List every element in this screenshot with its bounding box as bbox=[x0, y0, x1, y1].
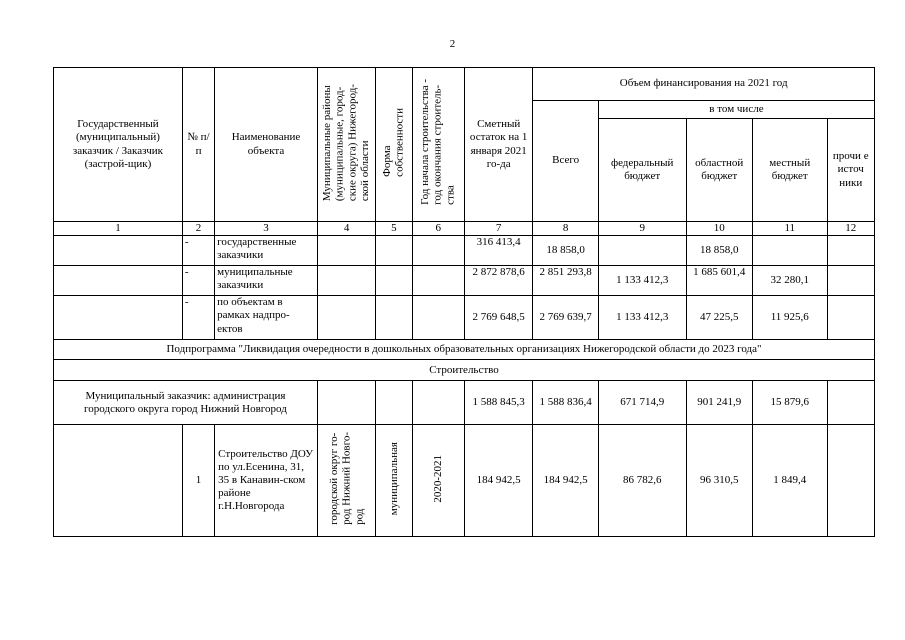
header-years bbox=[412, 68, 464, 222]
financing-table bbox=[53, 67, 875, 537]
row-local: 32 280,1 bbox=[752, 266, 827, 296]
header-ownership bbox=[376, 68, 412, 222]
header-regional: областной бюджет bbox=[686, 119, 752, 222]
customer-regional: 901 241,9 bbox=[686, 381, 752, 425]
row-num: - bbox=[182, 236, 214, 266]
object-district bbox=[317, 425, 375, 537]
row-regional: 1 685 601,4 bbox=[686, 266, 752, 296]
col-number: 10 bbox=[686, 222, 752, 236]
row-total: 18 858,0 bbox=[533, 236, 598, 266]
row-regional: 18 858,0 bbox=[686, 236, 752, 266]
row-remainder: 2 769 648,5 bbox=[464, 296, 532, 340]
col-number: 6 bbox=[412, 222, 464, 236]
header-districts-line-2: (муниципальные, город- bbox=[333, 86, 346, 201]
object-district-line-1: городской округ го- bbox=[327, 432, 340, 526]
page-number: 2 bbox=[449, 38, 456, 50]
col-number: 1 bbox=[54, 222, 183, 236]
object-regional: 96 310,5 bbox=[686, 425, 752, 537]
col-number: 2 bbox=[182, 222, 214, 236]
header-years-line-3: ства bbox=[444, 185, 457, 206]
subprogram-row bbox=[54, 340, 875, 360]
object-name: Строительство ДОУ по ул.Есенина, 31, 35 в Канавин-ском районе г.Н.Новгорода bbox=[215, 425, 318, 537]
header-row-1 bbox=[54, 68, 875, 101]
row-regional: 47 225,5 bbox=[686, 296, 752, 340]
object-total: 184 942,5 bbox=[533, 425, 598, 537]
header-customer: Государственный (муниципальный) заказчик / Заказчик (застрой-щик) bbox=[54, 68, 183, 222]
subprogram-title: Подпрограмма "Ликвидация очередности в дошкольных образовательных организациях Нижегородской области до 2023 года" bbox=[54, 340, 875, 360]
object-years bbox=[412, 425, 464, 537]
column-numbers-row bbox=[54, 222, 875, 236]
object-row bbox=[54, 425, 875, 537]
col-number: 4 bbox=[317, 222, 375, 236]
header-districts-line-4: ской области bbox=[359, 140, 372, 201]
row-local: 11 925,6 bbox=[752, 296, 827, 340]
object-other bbox=[827, 425, 875, 537]
col-number: 7 bbox=[464, 222, 532, 236]
row-other bbox=[827, 296, 875, 340]
table-row bbox=[54, 236, 875, 266]
customer-other bbox=[827, 381, 875, 425]
header-total: Всего bbox=[533, 101, 598, 222]
col-number: 9 bbox=[598, 222, 686, 236]
object-years-text: 2020-2021 bbox=[431, 454, 444, 503]
header-num: № п/п bbox=[182, 68, 214, 222]
object-ownership-text: муниципальная bbox=[387, 441, 400, 516]
table-row bbox=[54, 296, 875, 340]
header-local: местный бюджет bbox=[752, 119, 827, 222]
customer-remainder: 1 588 845,3 bbox=[464, 381, 532, 425]
header-districts-line-3: ские округа) Нижегород- bbox=[346, 83, 359, 201]
row-federal: 1 133 412,3 bbox=[598, 266, 686, 296]
row-total: 2 851 293,8 bbox=[533, 266, 598, 296]
col-number: 12 bbox=[827, 222, 875, 236]
header-ownership-line-2: собственности bbox=[393, 108, 406, 177]
header-years-line-1: Год начала строительства - bbox=[419, 79, 432, 206]
customer-row bbox=[54, 381, 875, 425]
object-remainder: 184 942,5 bbox=[464, 425, 532, 537]
row-name: государственные заказчики bbox=[215, 236, 318, 266]
table-row bbox=[54, 266, 875, 296]
row-remainder: 316 413,4 bbox=[464, 236, 532, 266]
customer-federal: 671 714,9 bbox=[598, 381, 686, 425]
col-number: 8 bbox=[533, 222, 598, 236]
row-other bbox=[827, 236, 875, 266]
row-name: по объектам в рамках надпро-ектов bbox=[215, 296, 318, 340]
row-remainder: 2 872 878,6 bbox=[464, 266, 532, 296]
col-number: 3 bbox=[215, 222, 318, 236]
header-ownership-line-1: Форма bbox=[381, 145, 394, 177]
row-name: муниципальные заказчики bbox=[215, 266, 318, 296]
object-district-line-2: род Нижний Новго- bbox=[340, 432, 353, 526]
col-number: 11 bbox=[752, 222, 827, 236]
col-number: 5 bbox=[376, 222, 412, 236]
customer-local: 15 879,6 bbox=[752, 381, 827, 425]
header-districts-line-1: Муниципальные районы bbox=[321, 85, 334, 201]
row-num: - bbox=[182, 266, 214, 296]
section-title: Строительство bbox=[54, 360, 875, 381]
header-object-name: Наименование объекта bbox=[215, 68, 318, 222]
row-total: 2 769 639,7 bbox=[533, 296, 598, 340]
header-funding-group: Объем финансирования на 2021 год bbox=[533, 68, 875, 101]
row-federal bbox=[598, 236, 686, 266]
header-other: прочи е источ ники bbox=[827, 119, 875, 222]
object-ownership bbox=[376, 425, 412, 537]
header-remainder: Сметный остаток на 1 января 2021 го-да bbox=[464, 68, 532, 222]
header-years-line-2: год окончания строитель- bbox=[431, 85, 444, 206]
row-num: - bbox=[182, 296, 214, 340]
row-other bbox=[827, 266, 875, 296]
object-local: 1 849,4 bbox=[752, 425, 827, 537]
object-district-line-3: род bbox=[352, 508, 365, 526]
object-num: 1 bbox=[182, 425, 214, 537]
object-federal: 86 782,6 bbox=[598, 425, 686, 537]
section-row bbox=[54, 360, 875, 381]
header-federal: федеральный бюджет bbox=[598, 119, 686, 222]
customer-total: 1 588 836,4 bbox=[533, 381, 598, 425]
customer-label: Муниципальный заказчик: администрация городского округа город Нижний Новгород bbox=[54, 381, 318, 425]
header-including: в том числе bbox=[598, 101, 874, 119]
header-districts bbox=[317, 68, 375, 222]
row-federal: 1 133 412,3 bbox=[598, 296, 686, 340]
row-local bbox=[752, 236, 827, 266]
